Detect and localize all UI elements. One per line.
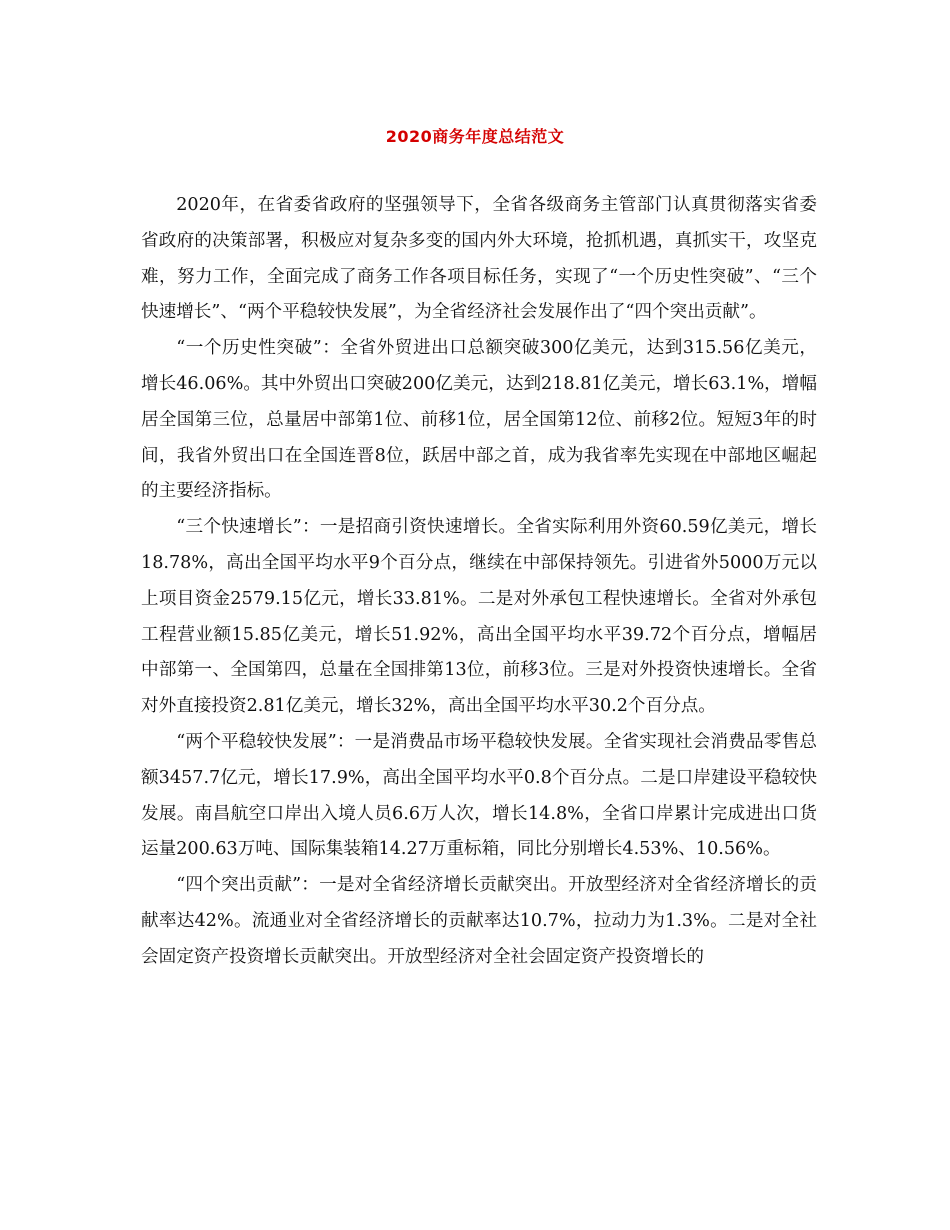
- paragraph-four-contributions: “四个突出贡献”：一是对全省经济增长贡献突出。开放型经济对全省经济增长的贡献率达42%。流通业对全省经济增长的贡献率达10.7%，拉动力为1.3%。二是对全社会固定资产投资增长贡献突出。开放型经济对全社会固定资产投资增长的: [141, 875, 817, 967]
- document-title: 2020商务年度总结范文: [385, 127, 565, 146]
- paragraph-historic-breakthrough: “一个历史性突破”：全省外贸进出口总额突破300亿美元，达到315.56亿美元，增长46.06%。其中外贸出口突破200亿美元，达到218.81亿美元，增长63.1%，增幅居全国第三位，总量居中部第1位、前移1位，居全国第12位、前移2位。短短3年的时间，我省外贸出口在全国连晋8位，跃居中部之首，成为我省率先实现在中部地区崛起的主要经济指标。: [141, 338, 817, 502]
- paragraph-two-steady-developments: “两个平稳较快发展”：一是消费品市场平稳较快发展。全省实现社会消费品零售总额3457.7亿元，增长17.9%，高出全国平均水平0.8个百分点。二是口岸建设平稳较快发展。南昌航空口岸出入境人员6.6万人次，增长14.8%，全省口岸累计完成进出口货运量200.63万吨、国际集装箱14.27万重标箱，同比分别增长4.53%、10.56%。: [141, 731, 817, 860]
- paragraph-three-rapid-growths: “三个快速增长”：一是招商引资快速增长。全省实际利用外资60.59亿美元，增长18.78%，高出全国平均水平9个百分点，继续在中部保持领先。引进省外5000万元以上项目资金2579.15亿元，增长33.81%。二是对外承包工程快速增长。全省对外承包工程营业额15.85亿美元，增长51.92%，高出全国平均水平39.72个百分点，增幅居中部第一、全国第四，总量在全国排第13位，前移3位。三是对外投资快速增长。全省对外直接投资2.81亿美元，增长32%，高出全国平均水平30.2个百分点。: [141, 517, 817, 717]
- paragraph-intro: 2020年，在省委省政府的坚强领导下，全省各级商务主管部门认真贯彻落实省委省政府的决策部署，积极应对复杂多变的国内外大环境，抢抓机遇，真抓实干，攻坚克难，努力工作，全面完成了商务工作各项目标任务，实现了“一个历史性突破”、“三个快速增长”、“两个平稳较快发展”，为全省经济社会发展作出了“四个突出贡献”。: [141, 195, 817, 323]
- document-body: [141, 188, 817, 976]
